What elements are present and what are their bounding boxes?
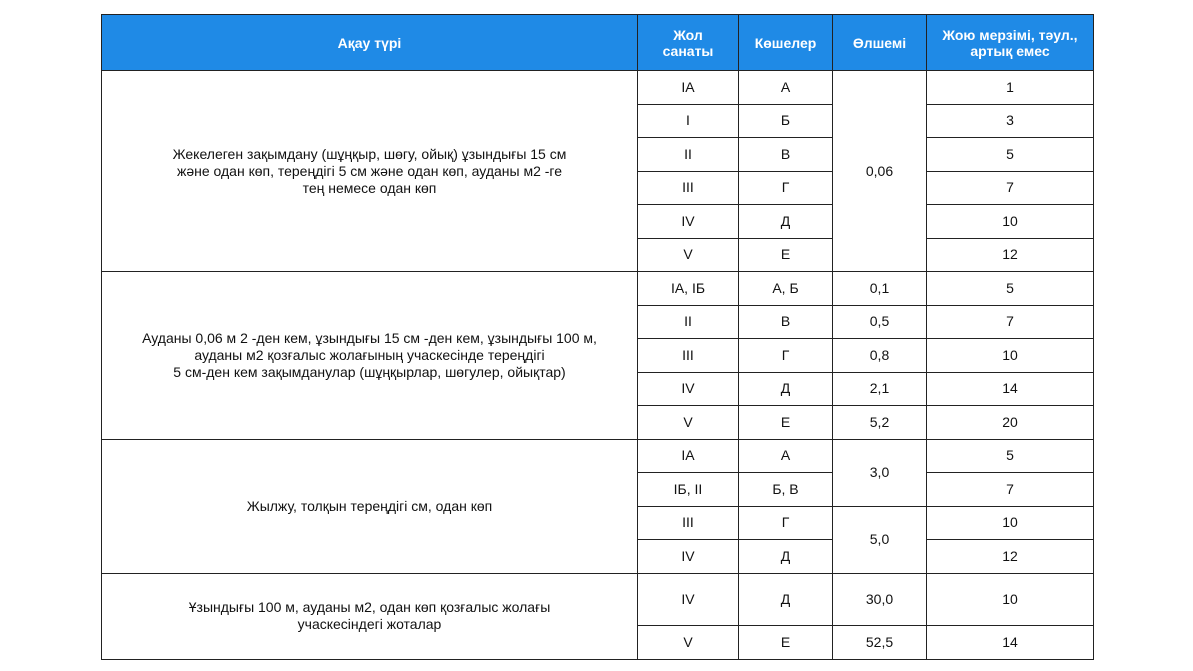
street-cell: Д: [739, 205, 833, 239]
size-cell: 0,8: [833, 339, 927, 373]
street-cell: А: [739, 71, 833, 105]
deadline-cell: 14: [927, 372, 1094, 406]
table-row: [102, 272, 1094, 306]
description-line: учаскесіндегі жоталар: [297, 616, 442, 632]
deadline-cell: 10: [927, 573, 1094, 625]
road-category-cell: IБ, II: [638, 473, 739, 507]
street-cell: Е: [739, 625, 833, 659]
size-cell: 30,0: [833, 573, 927, 625]
deadline-cell: 12: [927, 238, 1094, 272]
size-cell: 0,06: [833, 71, 927, 272]
description-line: 5 см-ден кем зақымданулар (шұңқырлар, шөгулер, ойықтар): [173, 363, 566, 380]
deadline-cell: 10: [927, 205, 1094, 239]
size-cell: 5,2: [833, 406, 927, 440]
header-category-line1: Жол: [673, 26, 703, 43]
street-cell: Г: [739, 339, 833, 373]
header-deadline: [927, 15, 1094, 71]
size-cell: 0,1: [833, 272, 927, 306]
description-line: ауданы м2 қозғалыс жолағының учаскесінде тереңдігі: [194, 346, 545, 363]
deadline-cell: 14: [927, 625, 1094, 659]
deadline-cell: 1: [927, 71, 1094, 105]
description-line: тең немесе одан көп: [302, 179, 437, 196]
road-category-cell: I: [638, 104, 739, 138]
street-cell: Е: [739, 406, 833, 440]
road-category-cell: IA, IБ: [638, 272, 739, 306]
road-category-cell: IA: [638, 71, 739, 105]
size-cell: 3,0: [833, 439, 927, 506]
street-cell: А, Б: [739, 272, 833, 306]
road-category-cell: V: [638, 625, 739, 659]
defects-table: [101, 14, 1094, 660]
table-row: [102, 573, 1094, 625]
defect-description: [102, 272, 638, 440]
defect-description: [102, 439, 638, 573]
deadline-cell: 7: [927, 305, 1094, 339]
street-cell: Г: [739, 506, 833, 540]
deadline-cell: 5: [927, 138, 1094, 172]
deadline-cell: 7: [927, 171, 1094, 205]
street-cell: Б: [739, 104, 833, 138]
description-line: Жылжу, толқын тереңдігі см, одан көп: [246, 497, 493, 514]
header-streets: Көшелер: [739, 15, 833, 71]
deadline-cell: 7: [927, 473, 1094, 507]
deadline-cell: 5: [927, 439, 1094, 473]
road-category-cell: V: [638, 238, 739, 272]
street-cell: Д: [739, 540, 833, 574]
header-deadline-line2: артық емес: [970, 42, 1050, 59]
description-line: және одан көп, тереңдігі 5 см және одан көп, ауданы м2 -ге: [176, 162, 563, 179]
road-category-cell: V: [638, 406, 739, 440]
road-category-cell: II: [638, 305, 739, 339]
deadline-cell: 10: [927, 339, 1094, 373]
street-cell: Д: [739, 372, 833, 406]
header-defect-type: Ақау түрі: [102, 15, 638, 71]
street-cell: А: [739, 439, 833, 473]
road-category-cell: IV: [638, 205, 739, 239]
street-cell: Г: [739, 171, 833, 205]
road-category-cell: IA: [638, 439, 739, 473]
deadline-cell: 20: [927, 406, 1094, 440]
deadline-cell: 10: [927, 506, 1094, 540]
defect-description: [102, 573, 638, 659]
deadline-cell: 12: [927, 540, 1094, 574]
size-cell: 0,5: [833, 305, 927, 339]
street-cell: Д: [739, 573, 833, 625]
road-category-cell: IV: [638, 540, 739, 574]
road-category-cell: IV: [638, 372, 739, 406]
table-header-row: [102, 15, 1094, 71]
size-cell: 2,1: [833, 372, 927, 406]
size-cell: 5,0: [833, 506, 927, 573]
street-cell: Е: [739, 238, 833, 272]
header-size: Өлшемі: [833, 15, 927, 71]
street-cell: В: [739, 138, 833, 172]
road-category-cell: III: [638, 171, 739, 205]
description-line: Ұзындығы 100 м, ауданы м2, одан көп қозғалыс жолағы: [188, 599, 551, 615]
header-deadline-line1: Жою мерзімі, тәул.,: [942, 26, 1078, 43]
road-category-cell: II: [638, 138, 739, 172]
size-cell: 52,5: [833, 625, 927, 659]
defect-description: [102, 71, 638, 272]
street-cell: Б, В: [739, 473, 833, 507]
road-category-cell: IV: [638, 573, 739, 625]
road-category-cell: III: [638, 339, 739, 373]
table-row: [102, 439, 1094, 473]
header-category-line2: санаты: [662, 42, 714, 59]
description-line: Ауданы 0,06 м 2 -ден кем, ұзындығы 15 см -ден кем, ұзындығы 100 м,: [142, 329, 597, 346]
table-row: [102, 71, 1094, 105]
header-road-category: [638, 15, 739, 71]
deadline-cell: 3: [927, 104, 1094, 138]
street-cell: В: [739, 305, 833, 339]
description-line: Жекелеген зақымдану (шұңқыр, шөгу, ойық) ұзындығы 15 см: [172, 145, 567, 162]
deadline-cell: 5: [927, 272, 1094, 306]
road-category-cell: III: [638, 506, 739, 540]
